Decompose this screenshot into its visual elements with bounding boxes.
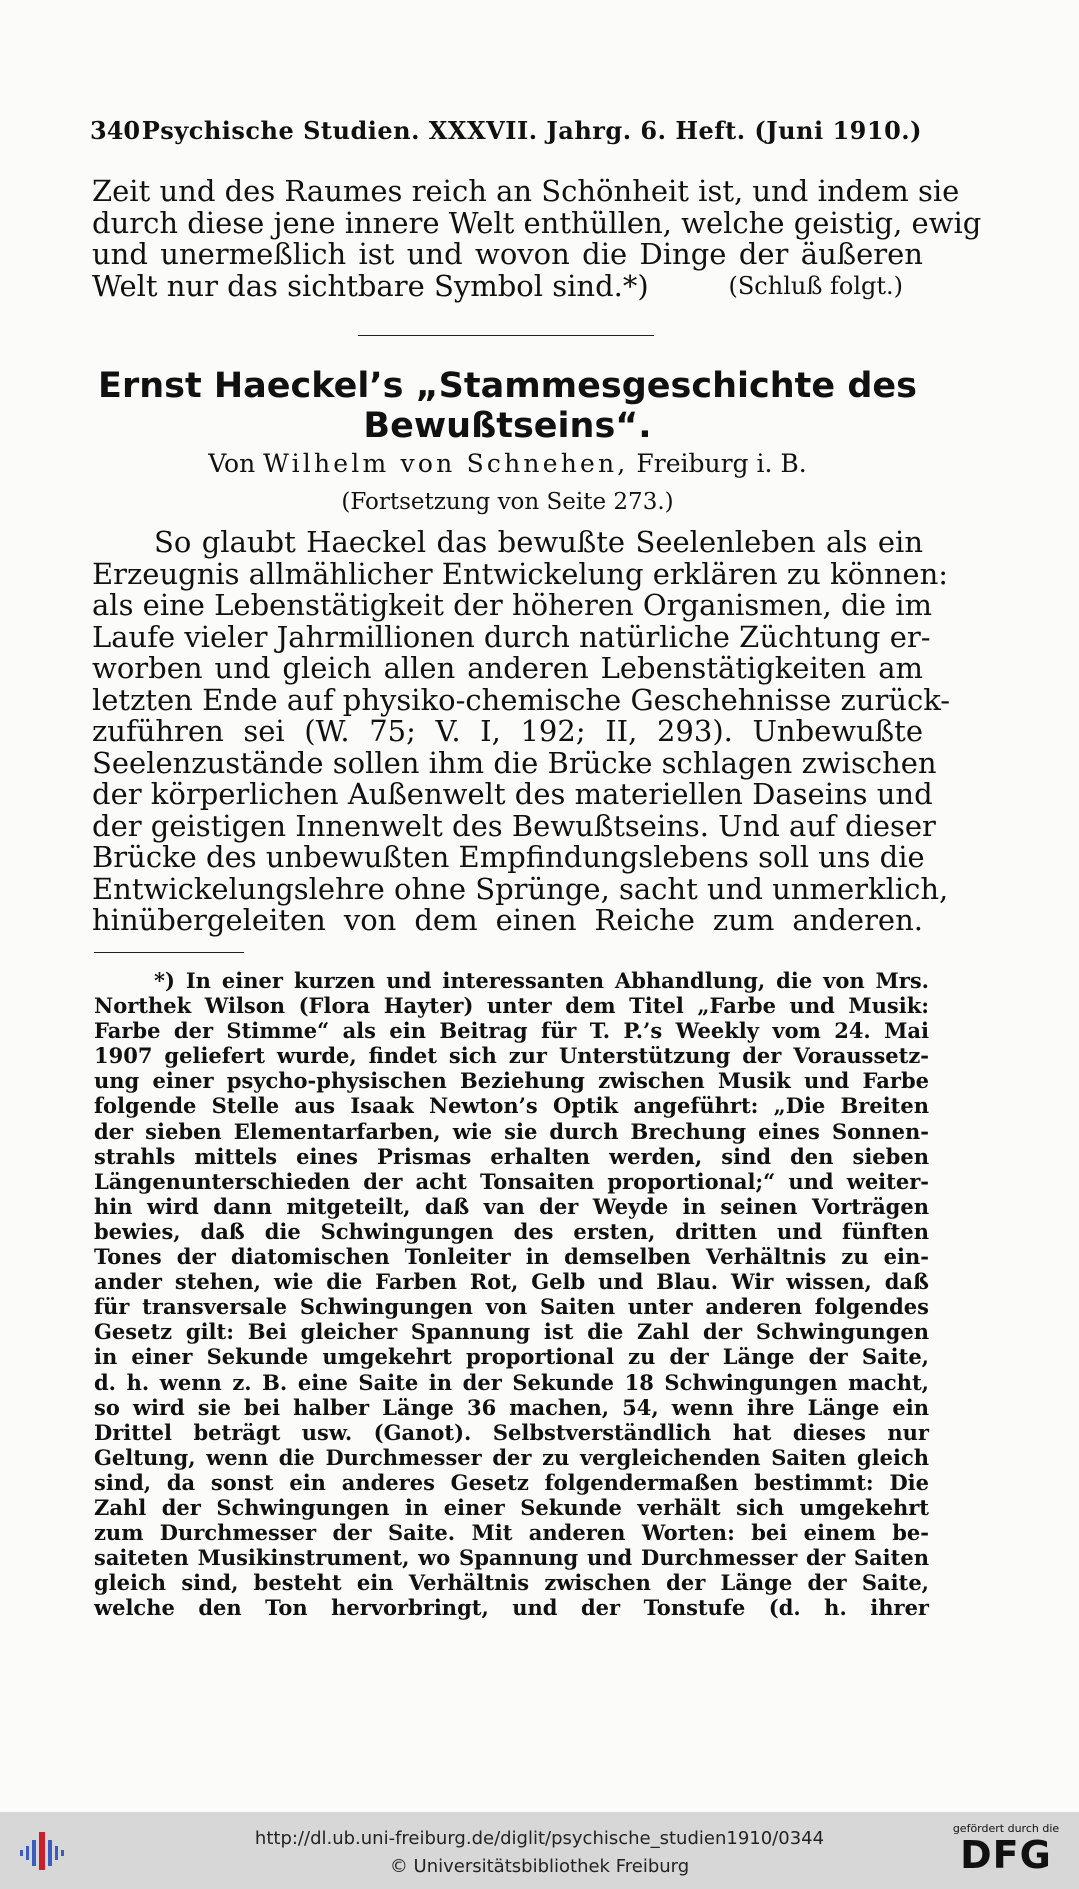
footnote-line: 1907 geliefert wurde, findet sich zur Unterstützung der Voraussetz-	[94, 1043, 929, 1069]
running-head	[90, 116, 922, 145]
text-line: als eine Lebenstätigkeit der höheren Organismen, die im	[92, 588, 932, 622]
copyright-notice: © Universitätsbibliothek Freiburg	[389, 1856, 690, 1877]
section-divider	[358, 335, 654, 336]
byline	[92, 449, 923, 478]
footnote-line: zum Durchmesser der Saite. Mit anderen Worten: bei einem be-	[94, 1520, 929, 1546]
text-line: Entwickelungslehre ohne Sprünge, sacht und unmerklich,	[92, 871, 949, 906]
footnote-line: Geltung, wenn die Durchmesser der zu vergleichenden Saiten gleich	[94, 1444, 929, 1470]
footnote-line: gleich sind, besteht ein Verhältnis zwischen der Länge der Saite,	[94, 1570, 929, 1596]
page-number: 340	[90, 116, 141, 145]
sponsor-label: gefördert durch die	[952, 1822, 1060, 1835]
dfg-logo-icon: DFG	[960, 1833, 1052, 1877]
byline-prefix: Von	[208, 449, 256, 478]
footnote-line: folgende Stelle aus Isaak Newton’s Optik angeführt: „Die Breiten	[94, 1093, 929, 1119]
footnote-line: welche den Ton hervorbringt, und der Tonstufe (d. h. ihrer	[94, 1595, 929, 1621]
text-line: zuführen sei (W. 75; V. I, 192; II, 293). Unbewußte	[92, 714, 923, 748]
text-line: Brücke des unbewußten Empfindungslebens soll uns die	[92, 840, 925, 874]
text-line: Seelenzustände sollen ihm die Brücke schlagen zwischen	[92, 745, 937, 780]
footnote-line: in einer Sekunde umgekehrt proportional zu der Länge der Saite,	[94, 1344, 929, 1370]
footnote-line: bewies, daß die Schwingungen des ersten, dritten und fünften	[94, 1218, 929, 1244]
to-be-continued-note: (Schluß folgt.)	[728, 271, 903, 300]
footnote-line: Drittel beträgt usw. (Ganot). Selbstverständlich hat dieses nur	[94, 1419, 929, 1445]
footnote-line: saiteten Musikinstrument, wo Spannung und Durchmesser der Saiten	[94, 1545, 929, 1571]
footnote-line: hin wird dann mitgeteilt, daß van der Weyde in seinen Vorträgen	[94, 1193, 929, 1219]
title-line: Ernst Haeckel’s „Stammesgeschichte des	[98, 366, 917, 406]
journal-header: Psychische Studien. XXXVII. Jahrg. 6. Heft. (Juni 1910.)	[141, 116, 922, 145]
footnote-line: Zahl der Schwingungen in einer Sekunde verhält sich umgekehrt	[94, 1494, 929, 1520]
text-line: und unermeßlich ist und wovon die Dinge der äußeren	[92, 237, 923, 271]
footnote-line: d. h. wenn z. B. eine Saite in der Sekunde 18 Schwingungen macht,	[94, 1369, 929, 1395]
footnote-line: ander stehen, wie die Farben Rot, Gelb und Blau. Wir wissen, daß	[94, 1269, 929, 1295]
title-line: Bewußtseins“.	[363, 406, 652, 446]
footnote-line: sind, da sonst ein anderes Gesetz folgendermaßen bestimmt: Die	[94, 1469, 929, 1495]
text-line: durch diese jene innere Welt enthüllen, welche geistig, ewig	[92, 205, 982, 240]
article-title	[92, 366, 923, 446]
footnote-line: strahls mittels eines Prismas erhalten werden, sind den sieben	[94, 1143, 929, 1169]
footnote-line: Farbe der Stimme“ als ein Beitrag für T. P.’s Weekly vom 24. Mai	[94, 1018, 929, 1044]
footnote-line: *) In einer kurzen und interessanten Abhandlung, die von Mrs.	[154, 968, 929, 993]
footnote	[94, 968, 929, 1620]
footnote-line: für transversale Schwingungen von Saiten unter anderen folgendes	[94, 1294, 929, 1320]
previous-article-ending	[92, 174, 982, 303]
permalink-url[interactable]: http://dl.ub.uni-freiburg.de/diglit/psychische_studien1910/0344	[254, 1828, 825, 1849]
footnote-line: Gesetz gilt: Bei gleicher Spannung ist die Zahl der Schwingungen	[94, 1319, 929, 1345]
footnote-line: ung einer psycho-physischen Beziehung zwischen Musik und Farbe	[94, 1068, 929, 1094]
footnote-rule	[94, 952, 244, 953]
author-name: Wilhelm von Schnehen,	[263, 449, 629, 478]
text-line: worben und gleich allen anderen Lebenstätigkeiten am	[92, 651, 923, 685]
text-line: letzten Ende auf physiko-chemische Geschehnisse zurück-	[92, 682, 951, 717]
footnote-line: Längenunterschieden der acht Tonsaiten proportional;“ und weiter-	[94, 1168, 929, 1194]
text-line: Laufe vieler Jahrmillionen durch natürliche Züchtung er-	[92, 619, 931, 654]
text-line: Zeit und des Raumes reich an Schönheit ist, und indem sie	[92, 174, 960, 208]
text-line: So glaubt Haeckel das bewußte Seelenleben als ein	[154, 525, 923, 559]
text-line: hinübergeleiten von dem einen Reiche zum anderen.	[92, 903, 923, 937]
viewer-footer	[0, 1812, 1079, 1889]
footnote-line: Tones der diatomischen Tonleiter in demselben Verhältnis zu ein-	[94, 1244, 929, 1270]
continued-from-note: (Fortsetzung von Seite 273.)	[341, 489, 674, 515]
text-line: der geistigen Innenwelt des Bewußtseins. Und auf dieser	[92, 808, 936, 843]
author-place: Freiburg i. B.	[636, 449, 807, 478]
dfg-sponsor	[947, 1822, 1065, 1875]
text-line-last	[92, 268, 923, 303]
text-line: der körperlichen Außenwelt des materiellen Daseins und	[92, 777, 933, 811]
article-body	[92, 525, 951, 937]
text-line: Erzeugnis allmählicher Entwickelung erklären zu können:	[92, 556, 949, 591]
text-line: Welt nur das sichtbare Symbol sind.*)	[92, 268, 649, 303]
footnote-line: so wird sie bei halber Länge 36 machen, 54, wenn ihre Länge ein	[94, 1394, 929, 1420]
footnote-line: Northek Wilson (Flora Hayter) unter dem Titel „Farbe und Musik:	[94, 993, 929, 1019]
footnote-line: der sieben Elementarfarben, wie sie durch Brechung eines Sonnen-	[94, 1118, 929, 1144]
